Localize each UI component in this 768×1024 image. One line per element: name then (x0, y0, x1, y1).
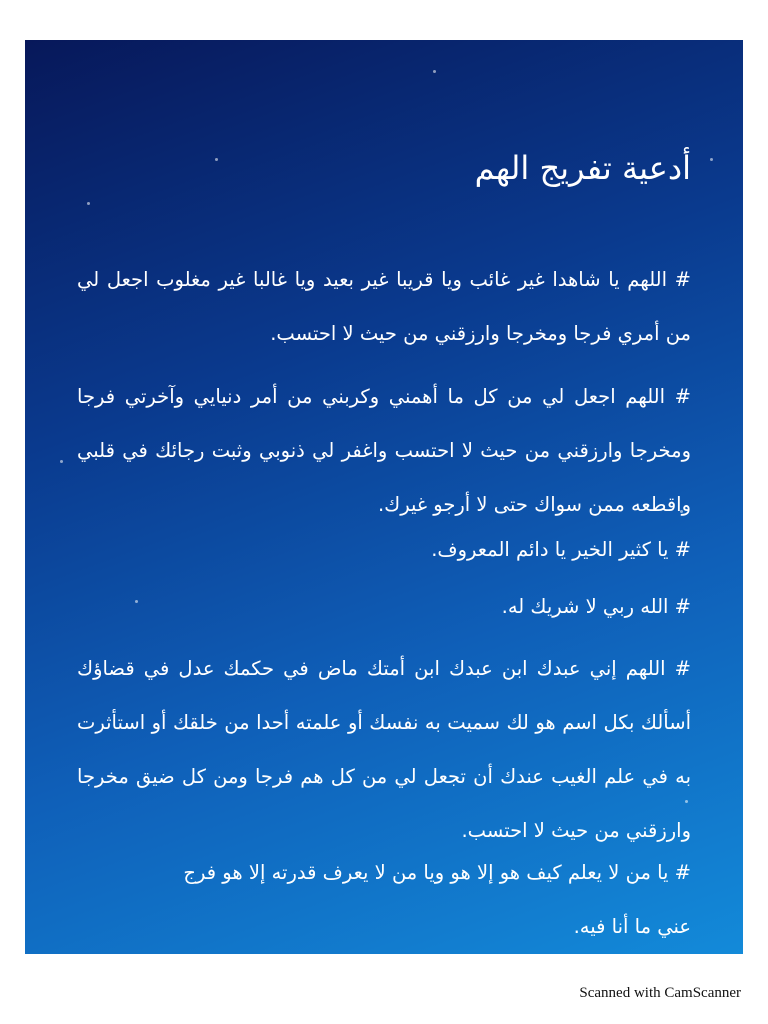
paragraph-6: # يا من لا يعلم كيف هو إلا هو ويا من لا يعرف قدرته إلا هو فرج عني ما أنا فيه. (183, 861, 691, 938)
background-panel (25, 40, 743, 954)
paragraph-3: # يا كثير الخير يا دائم المعروف. (431, 538, 691, 561)
scanner-watermark: Scanned with CamScanner (579, 985, 741, 1001)
paragraph-1: # اللهم يا شاهدا غير غائب ويا قريبا غير بعيد ويا غالبا غير مغلوب اجعل لي من أمري فرجا ومخرجا وارزقني من حيث لا احتسب. (77, 268, 691, 345)
star-dot (60, 460, 63, 463)
paragraph-5: # اللهم إني عبدك ابن عبدك ابن أمتك ماض في حكمك عدل في قضاؤك أسألك بكل اسم هو لك سميت به نفسك أو علمته أحدا من خلقك أو استأثرت به في علم الغيب عندك أن تجعل لي من كل هم فرجا ومن كل ضيق مخرجا وارزقني من حيث لا احتسب. (77, 657, 691, 842)
paragraph-2: # اللهم اجعل لي من كل ما أهمني وكربني من أمر دنيايي وآخرتي فرجا ومخرجا وارزقني من حيث لا احتسب واغفر لي ذنوبي وثبت رجائك في قلبي واقطعه ممن سواك حتى لا أرجو غيرك. (77, 385, 691, 516)
paragraph-4: # الله ربي لا شريك له. (501, 595, 691, 618)
page-title: أدعية تفريج الهم (474, 149, 691, 187)
star-dot (710, 158, 713, 161)
document-content (77, 40, 691, 954)
